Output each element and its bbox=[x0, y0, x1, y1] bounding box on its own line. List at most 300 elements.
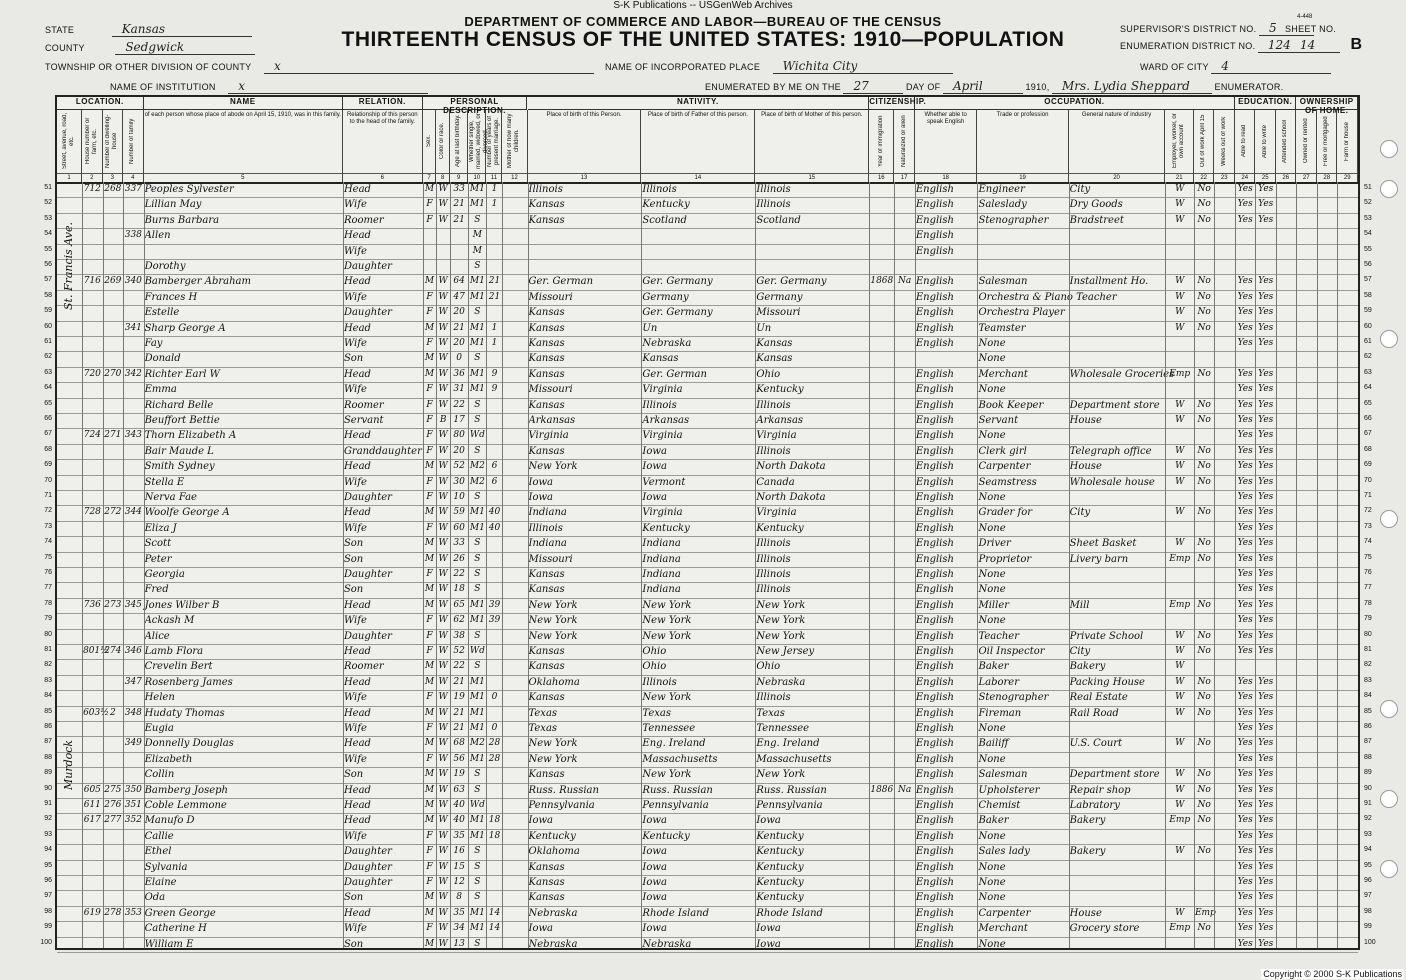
cell-sex: M bbox=[424, 276, 435, 287]
column-1 bbox=[57, 110, 82, 182]
column-rule bbox=[1276, 182, 1277, 948]
cell-occ: Teacher bbox=[978, 630, 1019, 642]
cell-ms: S bbox=[474, 938, 481, 949]
table-row bbox=[57, 844, 1358, 860]
cell-age: 21 bbox=[453, 322, 465, 333]
cell-ms: Wd bbox=[469, 430, 485, 441]
cell-yrs: 14 bbox=[488, 923, 501, 934]
cell-occ: Oil Inspector bbox=[978, 646, 1045, 657]
column-rule bbox=[915, 182, 916, 948]
table-row bbox=[57, 675, 1358, 691]
cell-race: W bbox=[438, 877, 448, 887]
cell-fbp: Iowa bbox=[642, 846, 667, 858]
column-number: 29 bbox=[1337, 173, 1357, 182]
column-number: 14 bbox=[641, 173, 754, 182]
cell-rel: Granddaughter bbox=[343, 445, 422, 457]
table-row bbox=[57, 567, 1358, 583]
census-table bbox=[55, 95, 1360, 950]
cell-fbp: Indiana bbox=[642, 569, 681, 580]
cell-eng: English bbox=[915, 599, 954, 611]
cell-age: 8 bbox=[456, 892, 462, 903]
line-number-right: 61 bbox=[1364, 338, 1372, 345]
cell-emp: W bbox=[1175, 322, 1185, 333]
cell-rel: Wife bbox=[343, 476, 367, 488]
cell-bp: Kansas bbox=[528, 199, 565, 211]
cell-occ: None bbox=[978, 492, 1006, 503]
column-number: 27 bbox=[1296, 173, 1316, 182]
column-title: Whether single, married, widowed, or divorced. bbox=[469, 113, 490, 169]
cell-ms: S bbox=[474, 261, 481, 271]
cell-occ: None bbox=[978, 584, 1006, 596]
column-6 bbox=[343, 110, 423, 182]
cell-rd: Yes bbox=[1237, 707, 1253, 718]
cell-occ: Orchestra & Piano Teacher bbox=[978, 291, 1117, 303]
table-row bbox=[57, 382, 1358, 398]
cell-occ: Engineer bbox=[978, 184, 1025, 195]
cell-occ: Bailiff bbox=[978, 738, 1009, 750]
line-number-right: 74 bbox=[1364, 538, 1372, 546]
cell-eng: English bbox=[915, 338, 954, 349]
cell-eng: English bbox=[915, 646, 954, 657]
cell-bp: Ger. German bbox=[528, 276, 594, 288]
cell-rel: Head bbox=[343, 646, 371, 657]
form-number: 4-448 bbox=[1297, 14, 1313, 20]
cell-wr: Yes bbox=[1258, 291, 1274, 302]
cell-house: 801½ bbox=[83, 646, 109, 656]
table-row bbox=[57, 444, 1358, 460]
cell-wr: Yes bbox=[1258, 276, 1274, 287]
cell-occ: Baker bbox=[978, 661, 1009, 673]
cell-mbp: North Dakota bbox=[756, 461, 826, 473]
cell-eng: English bbox=[915, 877, 954, 888]
column-rule bbox=[1214, 182, 1215, 948]
cell-sex: F bbox=[426, 430, 433, 441]
cell-mbp: Nebraska bbox=[756, 676, 806, 688]
cell-sex: F bbox=[426, 615, 433, 626]
cell-rd: Yes bbox=[1237, 307, 1253, 318]
line-number-right: 77 bbox=[1364, 584, 1372, 592]
cell-rel: Son bbox=[343, 584, 364, 596]
cell-bp: Arkansas bbox=[528, 415, 576, 426]
column-group-8: EDUCATION. bbox=[1235, 97, 1297, 110]
cell-ind: City bbox=[1069, 184, 1091, 195]
cell-name: Ethel bbox=[144, 846, 172, 858]
cell-emp: W bbox=[1175, 184, 1185, 194]
cell-rel: Head bbox=[343, 907, 371, 919]
cell-ms: M1 bbox=[469, 291, 485, 302]
cell-ow: No bbox=[1197, 476, 1211, 487]
cell-sex: M bbox=[424, 661, 435, 672]
cell-age: 26 bbox=[453, 553, 465, 564]
cell-ind: Department store bbox=[1069, 769, 1160, 781]
binder-hole bbox=[1380, 180, 1398, 198]
cell-rel: Wife bbox=[343, 199, 367, 211]
cell-occ: Fireman bbox=[978, 707, 1022, 719]
column-number: 8 bbox=[436, 173, 449, 182]
line-number-left: 94 bbox=[44, 846, 52, 854]
cell-mbp: Illinois bbox=[756, 199, 791, 211]
cell-sex: M bbox=[424, 599, 435, 610]
cell-mbp: Germany bbox=[756, 291, 803, 303]
cell-ow: No bbox=[1197, 846, 1211, 857]
cell-mbp: Eng. Ireland bbox=[756, 738, 820, 750]
table-row bbox=[57, 798, 1358, 814]
column-rule bbox=[436, 182, 437, 948]
cell-fbp: Pennsylvania bbox=[642, 800, 709, 811]
cell-rel: Head bbox=[343, 230, 371, 242]
line-number-right: 78 bbox=[1364, 599, 1372, 607]
cell-yrs: 40 bbox=[488, 507, 501, 518]
cell-fbp: Germany bbox=[642, 291, 689, 303]
line-number-left: 68 bbox=[44, 445, 52, 453]
column-25 bbox=[1255, 110, 1276, 182]
table-row bbox=[57, 690, 1358, 706]
cell-race: W bbox=[438, 538, 448, 549]
cell-ow: No bbox=[1197, 214, 1211, 225]
cell-wr: Yes bbox=[1258, 615, 1274, 626]
cell-sex: M bbox=[424, 907, 435, 918]
cell-sex: M bbox=[424, 368, 435, 379]
cell-wr: Yes bbox=[1258, 753, 1274, 764]
cell-occ: Carpenter bbox=[978, 461, 1031, 473]
cell-fbp: New York bbox=[642, 599, 692, 611]
cell-rel: Head bbox=[343, 368, 371, 380]
cell-wr: Yes bbox=[1258, 892, 1274, 903]
column-title: Able to write bbox=[1261, 124, 1268, 158]
cell-emp: W bbox=[1175, 307, 1185, 318]
cell-eng: English bbox=[915, 522, 954, 534]
cell-mbp: Kentucky bbox=[756, 877, 804, 888]
enumeration-date-field bbox=[705, 79, 1284, 94]
cell-ind: Bakery bbox=[1069, 846, 1106, 858]
cell-dw: 269 bbox=[104, 276, 122, 287]
line-number-left: 93 bbox=[44, 830, 52, 838]
cell-race: W bbox=[438, 800, 448, 810]
cell-fam: 346 bbox=[124, 646, 142, 656]
cell-age: 20 bbox=[453, 445, 465, 456]
cell-age: 21 bbox=[453, 199, 465, 210]
institution-field bbox=[110, 79, 428, 94]
cell-name: Lamb Flora bbox=[144, 646, 204, 657]
cell-yrs: 1 bbox=[491, 199, 498, 210]
cell-rel: Daughter bbox=[343, 846, 392, 858]
cell-age: 20 bbox=[453, 338, 465, 348]
column-7 bbox=[423, 110, 437, 182]
cell-wr: Yes bbox=[1258, 461, 1274, 472]
cell-eng: English bbox=[915, 430, 954, 442]
cell-fam: 343 bbox=[124, 430, 142, 441]
cell-ms: S bbox=[474, 877, 481, 887]
line-number-right: 96 bbox=[1364, 877, 1372, 884]
cell-mbp: Illinois bbox=[756, 184, 791, 195]
line-number-right: 53 bbox=[1364, 214, 1372, 222]
cell-age: 21 bbox=[453, 214, 465, 225]
cell-emp: W bbox=[1175, 630, 1185, 641]
cell-fbp: New York bbox=[642, 692, 692, 704]
cell-mbp: Kentucky bbox=[756, 384, 804, 396]
cell-race: W bbox=[438, 630, 448, 641]
cell-bp: Iowa bbox=[528, 815, 553, 827]
cell-bp: New York bbox=[528, 461, 578, 473]
cell-name: Stella E bbox=[144, 476, 185, 488]
cell-ms: M1 bbox=[469, 707, 485, 718]
cell-fbp: Virginia bbox=[642, 507, 683, 519]
cell-race: W bbox=[438, 368, 448, 379]
cell-emp: Emp bbox=[1169, 368, 1191, 379]
cell-bp: Russ. Russian bbox=[528, 784, 599, 796]
cell-bp: Oklahoma bbox=[528, 846, 580, 858]
cell-mbp: Rhode Island bbox=[756, 907, 823, 919]
cell-ms: S bbox=[474, 584, 481, 595]
cell-fbp: Indiana bbox=[642, 553, 681, 565]
place-label: NAME OF INCORPORATED PLACE bbox=[605, 62, 761, 72]
cell-wr: Yes bbox=[1258, 492, 1274, 502]
cell-race: W bbox=[438, 723, 448, 733]
cell-house: 736 bbox=[83, 599, 101, 610]
cell-ms: S bbox=[474, 553, 481, 564]
cell-age: 21 bbox=[453, 676, 465, 687]
cell-fbp: New York bbox=[642, 769, 692, 781]
cell-sex: M bbox=[424, 707, 435, 718]
column-rule bbox=[755, 182, 756, 948]
sheet-field bbox=[1285, 24, 1336, 34]
cell-eng: English bbox=[915, 846, 954, 858]
cell-ms: S bbox=[474, 353, 481, 364]
cell-emp: W bbox=[1175, 707, 1185, 718]
cell-age: 64 bbox=[453, 276, 465, 287]
cell-name: Beuffort Bettie bbox=[144, 415, 220, 426]
cell-occ: None bbox=[978, 569, 1006, 580]
cell-rd: Yes bbox=[1237, 214, 1253, 225]
cell-occ: Merchant bbox=[978, 923, 1028, 935]
line-number-right: 58 bbox=[1364, 291, 1372, 299]
cell-eng: English bbox=[915, 307, 954, 319]
cell-fbp: Nebraska bbox=[642, 938, 692, 950]
column-12 bbox=[502, 110, 527, 182]
column-rule bbox=[1194, 182, 1195, 948]
state-label: STATE bbox=[45, 25, 75, 35]
cell-eng: English bbox=[915, 584, 954, 596]
cell-rel: Head bbox=[343, 184, 371, 195]
line-number-left: 89 bbox=[44, 769, 52, 777]
column-title: Out of work April 15 bbox=[1200, 114, 1207, 168]
cell-race: W bbox=[438, 661, 448, 672]
cell-age: 16 bbox=[453, 846, 465, 857]
cell-rel: Head bbox=[343, 800, 371, 811]
table-row bbox=[57, 336, 1358, 352]
table-row bbox=[57, 290, 1358, 306]
county-value: Sedgwick bbox=[115, 40, 255, 55]
cell-race: W bbox=[438, 892, 448, 903]
cell-race: W bbox=[438, 646, 448, 656]
line-number-left: 51 bbox=[44, 184, 52, 191]
cell-name: Elaine bbox=[144, 877, 177, 888]
cell-race: W bbox=[438, 214, 448, 225]
column-rule bbox=[423, 182, 424, 948]
cell-bp: Missouri bbox=[528, 291, 573, 303]
cell-sex: F bbox=[426, 307, 433, 318]
cell-eng: English bbox=[915, 630, 954, 642]
line-number-left: 99 bbox=[44, 923, 52, 931]
table-row bbox=[57, 736, 1358, 752]
cell-age: 18 bbox=[453, 584, 465, 595]
cell-age: 56 bbox=[453, 753, 465, 764]
cell-yrs: 1 bbox=[491, 184, 498, 194]
cell-sex: M bbox=[424, 676, 435, 687]
cell-rd: Yes bbox=[1237, 646, 1253, 656]
cell-mbp: Missouri bbox=[756, 307, 801, 319]
cell-bp: Nebraska bbox=[528, 907, 578, 919]
line-number-right: 52 bbox=[1364, 199, 1372, 207]
cell-ms: S bbox=[474, 892, 481, 903]
cell-emp: W bbox=[1175, 846, 1185, 857]
table-row bbox=[57, 197, 1358, 213]
column-title: Relationship of this person to the head of the family. bbox=[346, 112, 418, 125]
cell-age: 40 bbox=[453, 800, 465, 810]
line-number-right: 100 bbox=[1364, 938, 1376, 946]
cell-ow: No bbox=[1197, 769, 1211, 780]
line-number-right: 83 bbox=[1364, 676, 1372, 684]
sheet-letter: B bbox=[1350, 36, 1363, 53]
cell-race: W bbox=[438, 676, 448, 687]
cell-wr: Yes bbox=[1258, 184, 1274, 194]
column-number: 1 bbox=[57, 173, 81, 182]
line-number-left: 97 bbox=[44, 892, 52, 900]
cell-wr: Yes bbox=[1258, 815, 1274, 826]
line-number-left: 80 bbox=[44, 630, 52, 638]
cell-fbp: Vermont bbox=[642, 476, 686, 488]
cell-rel: Wife bbox=[343, 338, 367, 349]
cell-wr: Yes bbox=[1258, 399, 1274, 410]
line-number-right: 63 bbox=[1364, 368, 1372, 376]
cell-age: 19 bbox=[453, 692, 465, 703]
cell-wr: Yes bbox=[1258, 507, 1274, 518]
cell-name: Callie bbox=[144, 830, 174, 842]
cell-mbp: Kentucky bbox=[756, 846, 804, 858]
line-number-left: 71 bbox=[44, 492, 52, 499]
cell-bp: New York bbox=[528, 753, 578, 765]
column-23 bbox=[1214, 110, 1235, 182]
cell-name: Peter bbox=[144, 553, 172, 565]
cell-eng: English bbox=[915, 815, 954, 827]
cell-fbp: Iowa bbox=[642, 461, 667, 473]
cell-rd: Yes bbox=[1237, 723, 1253, 733]
cell-wr: Yes bbox=[1258, 707, 1274, 718]
cell-name: Jones Wilber B bbox=[144, 599, 220, 611]
cell-mbp: Illinois bbox=[756, 584, 791, 596]
cell-rel: Roomer bbox=[343, 399, 384, 411]
line-number-right: 95 bbox=[1364, 861, 1372, 869]
column-number: 19 bbox=[977, 173, 1067, 182]
cell-rel: Son bbox=[343, 353, 364, 365]
binder-hole bbox=[1380, 510, 1398, 528]
cell-rel: Head bbox=[343, 507, 371, 519]
line-number-left: 82 bbox=[44, 661, 52, 669]
cell-race: W bbox=[438, 815, 448, 826]
column-number: 13 bbox=[528, 173, 641, 182]
column-rule bbox=[1069, 182, 1070, 948]
cell-mbp: Kentucky bbox=[756, 830, 804, 842]
cell-eng: English bbox=[915, 907, 954, 919]
line-number-left: 62 bbox=[44, 353, 52, 361]
cell-rel: Wife bbox=[343, 692, 367, 704]
cell-dw: 268 bbox=[104, 184, 122, 194]
watermark: S-K Publications -- USGenWeb Archives bbox=[613, 0, 793, 11]
column-rule bbox=[641, 182, 642, 948]
cell-sex: F bbox=[426, 830, 433, 841]
cell-rel: Roomer bbox=[343, 661, 384, 673]
cell-fbp: Illinois bbox=[642, 184, 677, 195]
cell-sex: F bbox=[426, 569, 433, 579]
cell-age: 52 bbox=[453, 646, 465, 656]
cell-eng: English bbox=[915, 322, 954, 334]
cell-rel: Wife bbox=[343, 615, 367, 627]
cell-fbp: Iowa bbox=[642, 445, 667, 457]
cell-fbp: Russ. Russian bbox=[642, 784, 713, 796]
cell-rd: Yes bbox=[1237, 384, 1253, 395]
cell-ow: No bbox=[1197, 507, 1211, 518]
cell-wr: Yes bbox=[1258, 830, 1274, 841]
ward-field bbox=[1140, 59, 1331, 74]
cell-ind: Wholesale house bbox=[1069, 476, 1155, 488]
cell-fbp: Iowa bbox=[642, 492, 667, 503]
line-number-left: 54 bbox=[44, 230, 52, 238]
cell-eng: English bbox=[915, 399, 954, 411]
column-5 bbox=[144, 110, 343, 182]
cell-sex: F bbox=[426, 384, 433, 395]
cell-age: 68 bbox=[453, 738, 465, 749]
line-number-right: 97 bbox=[1364, 892, 1372, 900]
cell-name: Manufo D bbox=[144, 815, 195, 827]
line-number-left: 52 bbox=[44, 199, 52, 207]
line-number-right: 67 bbox=[1364, 430, 1372, 438]
cell-bp: Kansas bbox=[528, 877, 565, 888]
cell-ow: No bbox=[1197, 646, 1211, 656]
table-row bbox=[57, 536, 1358, 552]
cell-name: Bamberger Abraham bbox=[144, 276, 251, 288]
cell-rd: Yes bbox=[1237, 599, 1253, 610]
cell-fam: 337 bbox=[124, 184, 142, 194]
cell-ow: No bbox=[1197, 322, 1211, 333]
cell-ow: No bbox=[1197, 276, 1211, 287]
cell-fbp: Iowa bbox=[642, 815, 667, 827]
sheet-value: 14 bbox=[1290, 38, 1340, 53]
line-number-left: 98 bbox=[44, 907, 52, 915]
line-number-right: 70 bbox=[1364, 476, 1372, 484]
line-number-right: 85 bbox=[1364, 707, 1372, 715]
cell-emp: W bbox=[1175, 784, 1185, 795]
cell-race: W bbox=[438, 445, 448, 456]
cell-ind: Labratory bbox=[1069, 800, 1120, 811]
cell-rd: Yes bbox=[1237, 923, 1253, 934]
cell-sex: F bbox=[426, 415, 433, 425]
cell-ms: S bbox=[474, 399, 481, 410]
cell-wr: Yes bbox=[1258, 476, 1274, 487]
line-number-left: 66 bbox=[44, 415, 52, 422]
column-2 bbox=[82, 110, 103, 182]
cell-occ: Book Keeper bbox=[978, 399, 1044, 411]
cell-rel: Head bbox=[343, 784, 371, 796]
line-number-right: 93 bbox=[1364, 830, 1372, 838]
cell-rd: Yes bbox=[1237, 569, 1253, 579]
cell-name: Emma bbox=[144, 384, 177, 396]
table-row bbox=[57, 613, 1358, 629]
column-rule bbox=[894, 182, 895, 948]
cell-rd: Yes bbox=[1237, 276, 1253, 287]
cell-occ: Salesman bbox=[978, 276, 1028, 288]
line-number-right: 57 bbox=[1364, 276, 1372, 284]
cell-name: Richter Earl W bbox=[144, 368, 220, 380]
